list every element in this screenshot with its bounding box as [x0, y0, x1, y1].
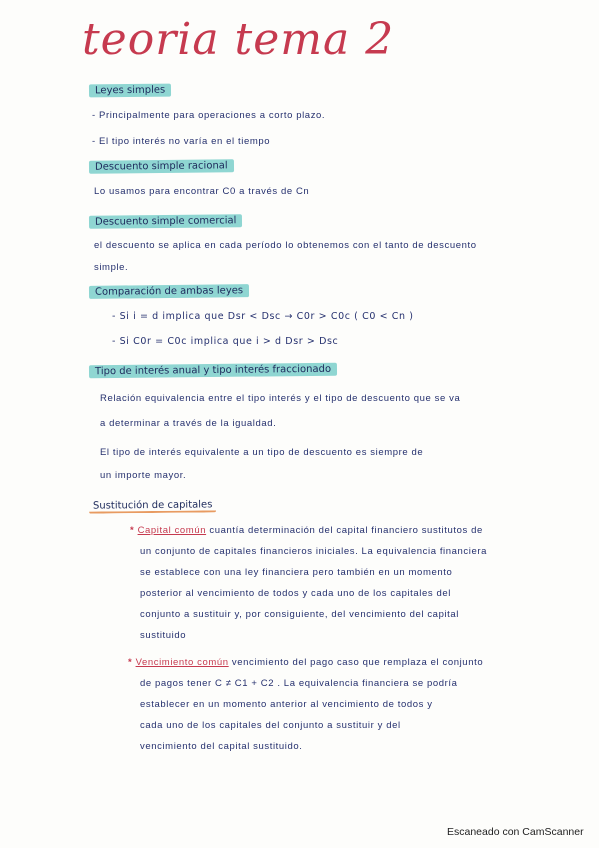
heading-tipo-interes: Tipo de interés anual y tipo interés fraccionado [89, 363, 337, 379]
bullet-vencimiento-comun [128, 657, 483, 668]
tipo-line-4: un importe mayor. [100, 470, 187, 481]
leyes-line-2: - El tipo interés no varía en el tiempo [92, 136, 271, 147]
vencimiento-comun-line-3: establecer en un momento anterior al vencimiento de todos y [140, 699, 433, 710]
heading-leyes-simples: Leyes simples [89, 84, 171, 98]
asterisk-icon: * [130, 525, 135, 536]
page-title: teoria tema 2 [82, 14, 395, 65]
vencimiento-comun-line-5: vencimiento del capital sustituido. [140, 741, 303, 752]
vencimiento-comun-line-4: cada uno de los capitales del conjunto a sustituir y del [140, 720, 401, 731]
capital-comun-line-1: cuantía determinación del capital financiero sustitutos de [209, 525, 483, 536]
tipo-line-2: a determinar a través de la igualdad. [100, 418, 277, 429]
capital-comun-line-6: sustituido [140, 630, 187, 641]
heading-descuento-racional: Descuento simple racional [89, 159, 234, 174]
comparacion-line-1: - Si i = d implica que Dsr < Dsc → C0r > C0c ( C0 < Cn ) [112, 311, 414, 322]
comercial-line-1: el descuento se aplica en cada período lo obtenemos con el tanto de descuento [94, 240, 477, 251]
capital-comun-line-5: conjunto a sustituir y, por consiguiente, del vencimiento del capital [140, 609, 459, 620]
heading-sustitucion: Sustitución de capitales [89, 499, 217, 513]
tipo-line-3: El tipo de interés equivalente a un tipo de descuento es siempre de [100, 447, 424, 458]
heading-descuento-comercial: Descuento simple comercial [89, 214, 243, 229]
capital-comun-line-4: posterior al vencimiento de todos y cada uno de los capitales del [140, 588, 451, 599]
capital-comun-line-3: se establece con una ley financiera pero también en un momento [140, 567, 453, 578]
tipo-line-1: Relación equivalencia entre el tipo interés y el tipo de descuento que se va [100, 393, 461, 404]
capital-comun-line-2: un conjunto de capitales financieros iniciales. La equivalencia financiera [140, 546, 488, 557]
comercial-line-2: simple. [94, 262, 129, 273]
scanner-watermark: Escaneado con CamScanner [447, 826, 584, 838]
heading-comparacion: Comparación de ambas leyes [89, 284, 249, 299]
asterisk-icon: * [128, 657, 133, 668]
bullet-capital-comun [130, 525, 483, 536]
capital-comun-label: Capital común [137, 525, 207, 536]
vencimiento-comun-line-1: vencimiento del pago caso que remplaza el conjunto [231, 657, 484, 668]
comparacion-line-2: - Si C0r = C0c implica que i > d Dsr > Dsc [112, 336, 339, 347]
vencimiento-comun-label: Vencimiento común [135, 657, 229, 668]
leyes-line-1: - Principalmente para operaciones a corto plazo. [92, 110, 326, 121]
racional-line-1: Lo usamos para encontrar C0 a través de Cn [94, 186, 310, 197]
vencimiento-comun-line-2: de pagos tener C ≠ C1 + C2 . La equivalencia financiera se podría [140, 678, 458, 689]
